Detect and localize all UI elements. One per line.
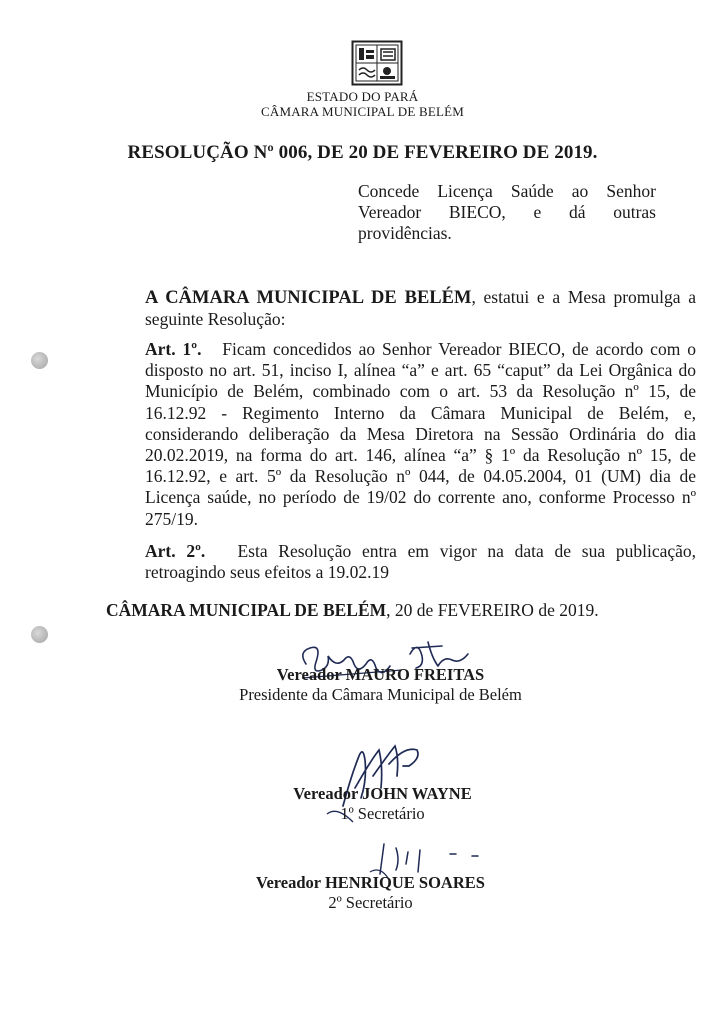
closing-date-line <box>106 600 666 621</box>
signer-name: Vereador MAURO FREITAS <box>276 665 485 684</box>
closing-place: CÂMARA MUNICIPAL DE BELÉM <box>106 600 387 620</box>
signer-president <box>18 665 725 705</box>
signer-role: 1º Secretário <box>340 804 425 823</box>
signer-name: Vereador HENRIQUE SOARES <box>256 873 485 892</box>
article-2 <box>106 541 696 583</box>
signer-first-secretary <box>20 784 725 824</box>
article-1-text: Ficam concedidos ao Senhor Vereador BIECO, de acordo com o disposto no art. 51, inciso I, alínea “a” e art. 65 “caput” da Lei Orgânica do Município de Belém, combinado com o art. 53 da Resolução nº 15, de 16.12.92 - Regimento Interno da Câmara Municipal de Belém, e, considerando deliberação da Mesa Diretora na Sessão Ordinária do dia 20.02.2019, na forma do art. 146, alínea “a” § 1º da Resolução nº 15, de 16.12.92, e art. 5º da Resolução nº 044, de 04.05.2004, 01 (UM) dia de Licença saúde, no período de 19/02 do corrente ano, conforme Processo nº 275/19. <box>145 339 696 529</box>
chamber-heading: CÂMARA MUNICIPAL DE BELÉM <box>260 104 465 119</box>
article-2-label: Art. 2º. <box>145 541 206 561</box>
signer-role: Presidente da Câmara Municipal de Belém <box>239 685 522 704</box>
signer-name: Vereador JOHN WAYNE <box>293 784 472 803</box>
article-1 <box>106 339 696 530</box>
article-2-text: Esta Resolução entra em vigor na data de sua publicação, retroagindo seus efeitos a 19.02.19 <box>145 541 697 583</box>
punch-hole-icon <box>31 352 48 369</box>
intro-lead: A CÂMARA MUNICIPAL DE BELÉM <box>145 288 472 308</box>
signer-second-secretary <box>8 873 725 913</box>
resolution-title: RESOLUÇÃO Nº 006, DE 20 DE FEVEREIRO DE 2019. <box>127 142 598 163</box>
state-heading: ESTADO DO PARÁ <box>306 89 419 104</box>
closing-date: , 20 de FEVEREIRO de 2019. <box>386 600 599 620</box>
punch-hole-icon <box>31 626 48 643</box>
intro-text: , estatui e a Mesa promulga a seguinte Resolução: <box>145 287 696 330</box>
signer-role: 2º Secretário <box>328 893 413 912</box>
article-1-label: Art. 1º. <box>145 339 202 359</box>
resolution-summary: Concede Licença Saúde ao Senhor Vereador BIECO, e dá outras providências. <box>358 181 656 243</box>
intro-paragraph <box>106 287 696 330</box>
municipal-crest-icon <box>351 40 403 86</box>
